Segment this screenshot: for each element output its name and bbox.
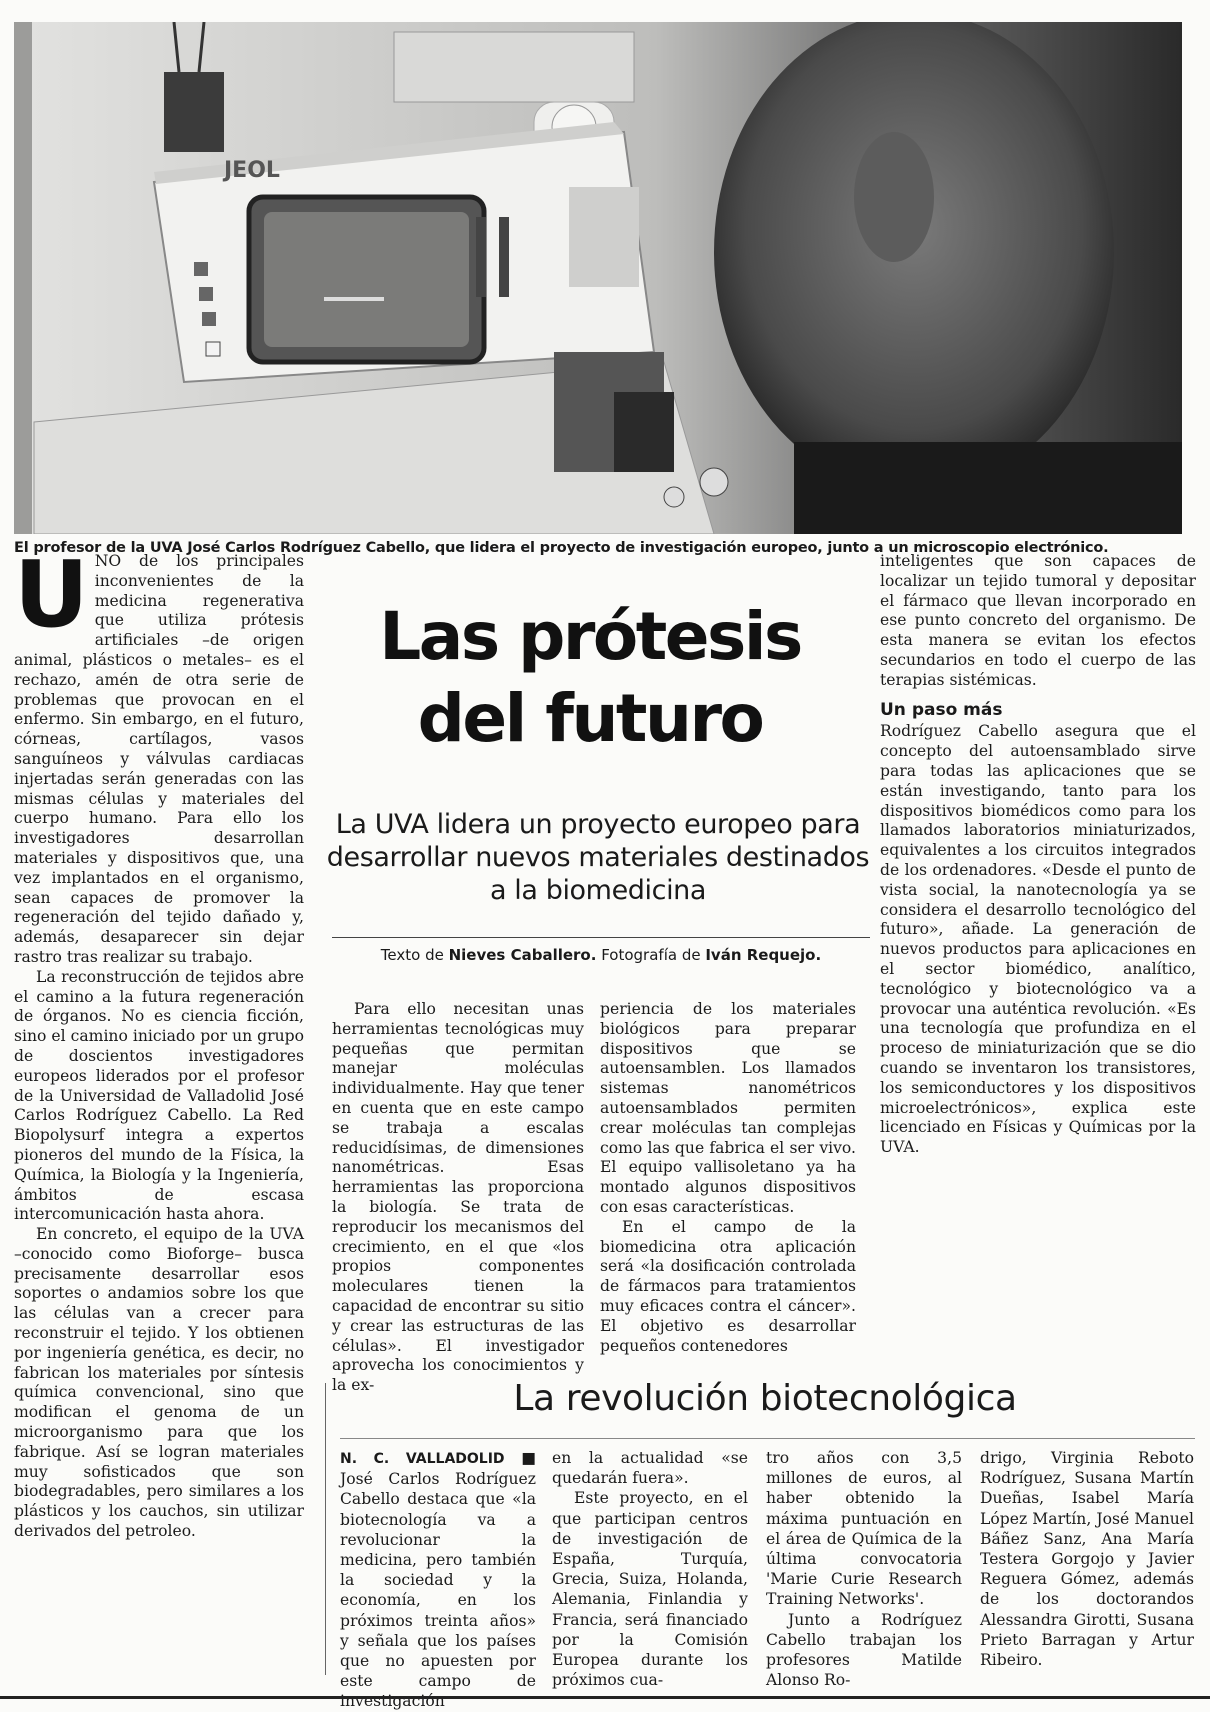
byline-text: Texto de	[380, 946, 449, 964]
photo-microscope-icon	[14, 22, 1182, 534]
paragraph: Para ello necesitan unas herramientas tecnológicas muy pequeñas que permitan manejar moléculas individualmente. Hay que tener en cuenta que en este campo se trabaja a escalas reducidísimas, de dimensiones nanométricas. Esas herramientas las proporciona la biología. Se trata de reproducir los mecanismos del crecimiento, en el que «los propios componentes moleculares tienen la capacidad de encontrar su sitio y crear las estructuras de las células». El investigador aprovecha los conocimientos y la ex-	[332, 1000, 584, 1395]
article-column-4	[880, 552, 1196, 1158]
paragraph: Rodríguez Cabello asegura que el concepto del autoensamblado sirve para todas las aplicaciones que se están investigando, tanto para los dispositivos biomédicos como para los llamados laboratorios miniaturizados, equivalentes a los circuitos integrados de los ordenadores. «Desde el punto de vista social, la nanotecnología ya se considera el desarrollo tecnológico del futuro», añade. La generación de nuevos productos para aplicaciones en el sector biomédico, analítico, tecnológico y biotecnológico va a provocar una auténtica revolución. «Es una tecnología que profundiza en el proceso de miniaturización que se dio cuando se inventaron los transistores, los semiconductores y los dispositivos microelectrónicos», explica este licenciado en Físicas y Químicas por la UVA.	[880, 722, 1196, 1157]
sidebar-title: La revolución biotecnológica	[513, 1378, 1017, 1419]
sidebar-column-3	[766, 1448, 962, 1690]
sidebar-column-2	[552, 1448, 748, 1690]
paragraph: inteligentes que son capaces de localizar un tejido tumoral y depositar el fármaco que llevan incorporado en ese punto concreto del organismo. De esta manera se evitan los efectos secundarios en todo el cuerpo de las terapias sistémicas.	[880, 552, 1196, 689]
paragraph: Junto a Rodríguez Cabello trabajan los profesores Matilde Alonso Ro-	[766, 1610, 962, 1690]
byline	[332, 946, 870, 964]
sidebar-rule	[340, 1438, 1195, 1439]
paragraph: en la actualidad «se quedarán fuera».	[552, 1449, 748, 1488]
byline-text: Fotografía de	[596, 946, 706, 964]
divider	[332, 937, 870, 938]
headline-line: del futuro	[417, 680, 763, 757]
paragraph: José Carlos Rodríguez Cabello destaca que «la biotecnología va a revolucionar la medicina, pero también la sociedad y la economía, en los próximos treinta años» y señala que los países que no apuesten por este campo de investigación	[340, 1470, 536, 1711]
paragraph: periencia de los materiales biológicos para preparar dispositivos que se autoensamblen. Los llamados sistemas nanométricos autoensamblados permiten crear moléculas tan complejas como las que fabrica el ser vivo. El equipo vallisoletano ya ha montado algunos dispositivos con esas características.	[600, 1000, 856, 1216]
byline-author: Nieves Caballero.	[448, 946, 597, 964]
paragraph: En concreto, el equipo de la UVA –conocido como Bioforge– busca precisamente desarrollar esos soportes o andamios sobre los que las células van a crecer para reconstruir el tejido. Y los obtienen por ingeniería genética, es decir, no fabrican los materiales por síntesis química convencional, sino que modifican el genoma de un microorganismo para que los fabrique. Así se logran materiales muy sofisticados que son biodegradables, pero similares a los plásticos y los cauchos, sin utilizar derivados del petroleo.	[14, 1225, 304, 1541]
page-bottom-rule	[0, 1696, 1210, 1699]
section-heading: Un paso más	[880, 699, 1003, 720]
sidebar-column-1	[340, 1448, 536, 1712]
subheadline: La UVA lidera un proyecto europeo para desarrollar nuevos materiales destinados a la biomedicina	[326, 809, 870, 906]
article-column-3	[600, 1000, 856, 1356]
dropcap-letter: U	[14, 541, 89, 648]
paragraph: drigo, Virginia Reboto Rodríguez, Susana Martín Dueñas, Isabel María López Martín, José Manuel Báñez Sanz, Ana María Testera Gorgojo y Javier Reguera Gómez, además de los doctorandos Alessandra Girotti, Susana Prieto Barragan y Artur Ribeiro.	[980, 1449, 1194, 1670]
paragraph: En el campo de la biomedicina otra aplicación será «la dosificación controlada de fármacos para tratamientos muy eficaces contra el cáncer». El objetivo es desarrollar pequeños contenedores	[600, 1217, 856, 1355]
headline	[330, 596, 850, 760]
paragraph: tro años con 3,5 millones de euros, al haber obtenido la máxima puntuación en el área de Química de la última convocatoria 'Marie Curie Research Training Networks'.	[766, 1449, 962, 1609]
article-column-1	[14, 541, 304, 1542]
svg-text:JEOL: JEOL	[224, 158, 280, 183]
sidebar-column-4	[980, 1448, 1194, 1670]
article-photo	[14, 22, 1182, 534]
paragraph: La reconstrucción de tejidos abre el camino a la futura regeneración de órganos. No es ciencia ficción, sino el camino iniciado por un grupo de doscientos investigadores europeos liderados por el profesor de la Universidad de Valladolid José Carlos Rodríguez Cabello. La Red Biopolysurf integra a expertos pioneros del mundo de la Física, la Química, la Biología y la Ingeniería, ámbitos de escasa intercomunicación hasta ahora.	[14, 967, 304, 1224]
photo-caption: El profesor de la UVA José Carlos Rodríguez Cabello, que lidera el proyecto de investigación europeo, junto a un microscopio electrónico.	[14, 540, 1109, 556]
dateline-marker: ■	[521, 1449, 536, 1467]
article-column-2	[332, 1000, 584, 1396]
dateline: N. C. VALLADOLID	[340, 1451, 505, 1467]
headline-line: Las prótesis	[379, 598, 801, 675]
paragraph: Este proyecto, en el que participan centros de investigación de España, Turquía, Grecia, Suiza, Holanda, Alemania, Finlandia y Francia, será financiado por la Comisión Europea durante los próximos cua-	[552, 1489, 748, 1690]
paragraph: NO de los principales inconvenientes de la medicina regenerativa que utiliza prótesis artificiales –de origen animal, plásticos o metales– es el rechazo, amén de otra serie de problemas que provocan en el enfermo. Sin embargo, en el futuro, córneas, cartílagos, vasos sanguíneos y válvulas cardiacas injertadas serán generadas con las mismas células y materiales del cuerpo humano. Para ello los investigadores desarrollan materiales y dispositivos que, una vez implantados en el organismo, sean capaces de promover la regeneración del tejido dañado y, además, desaparecer sin dejar rastro tras realizar su trabajo.	[14, 552, 304, 966]
byline-photographer: Iván Requejo.	[705, 946, 822, 964]
sidebar-divider	[325, 1383, 326, 1675]
